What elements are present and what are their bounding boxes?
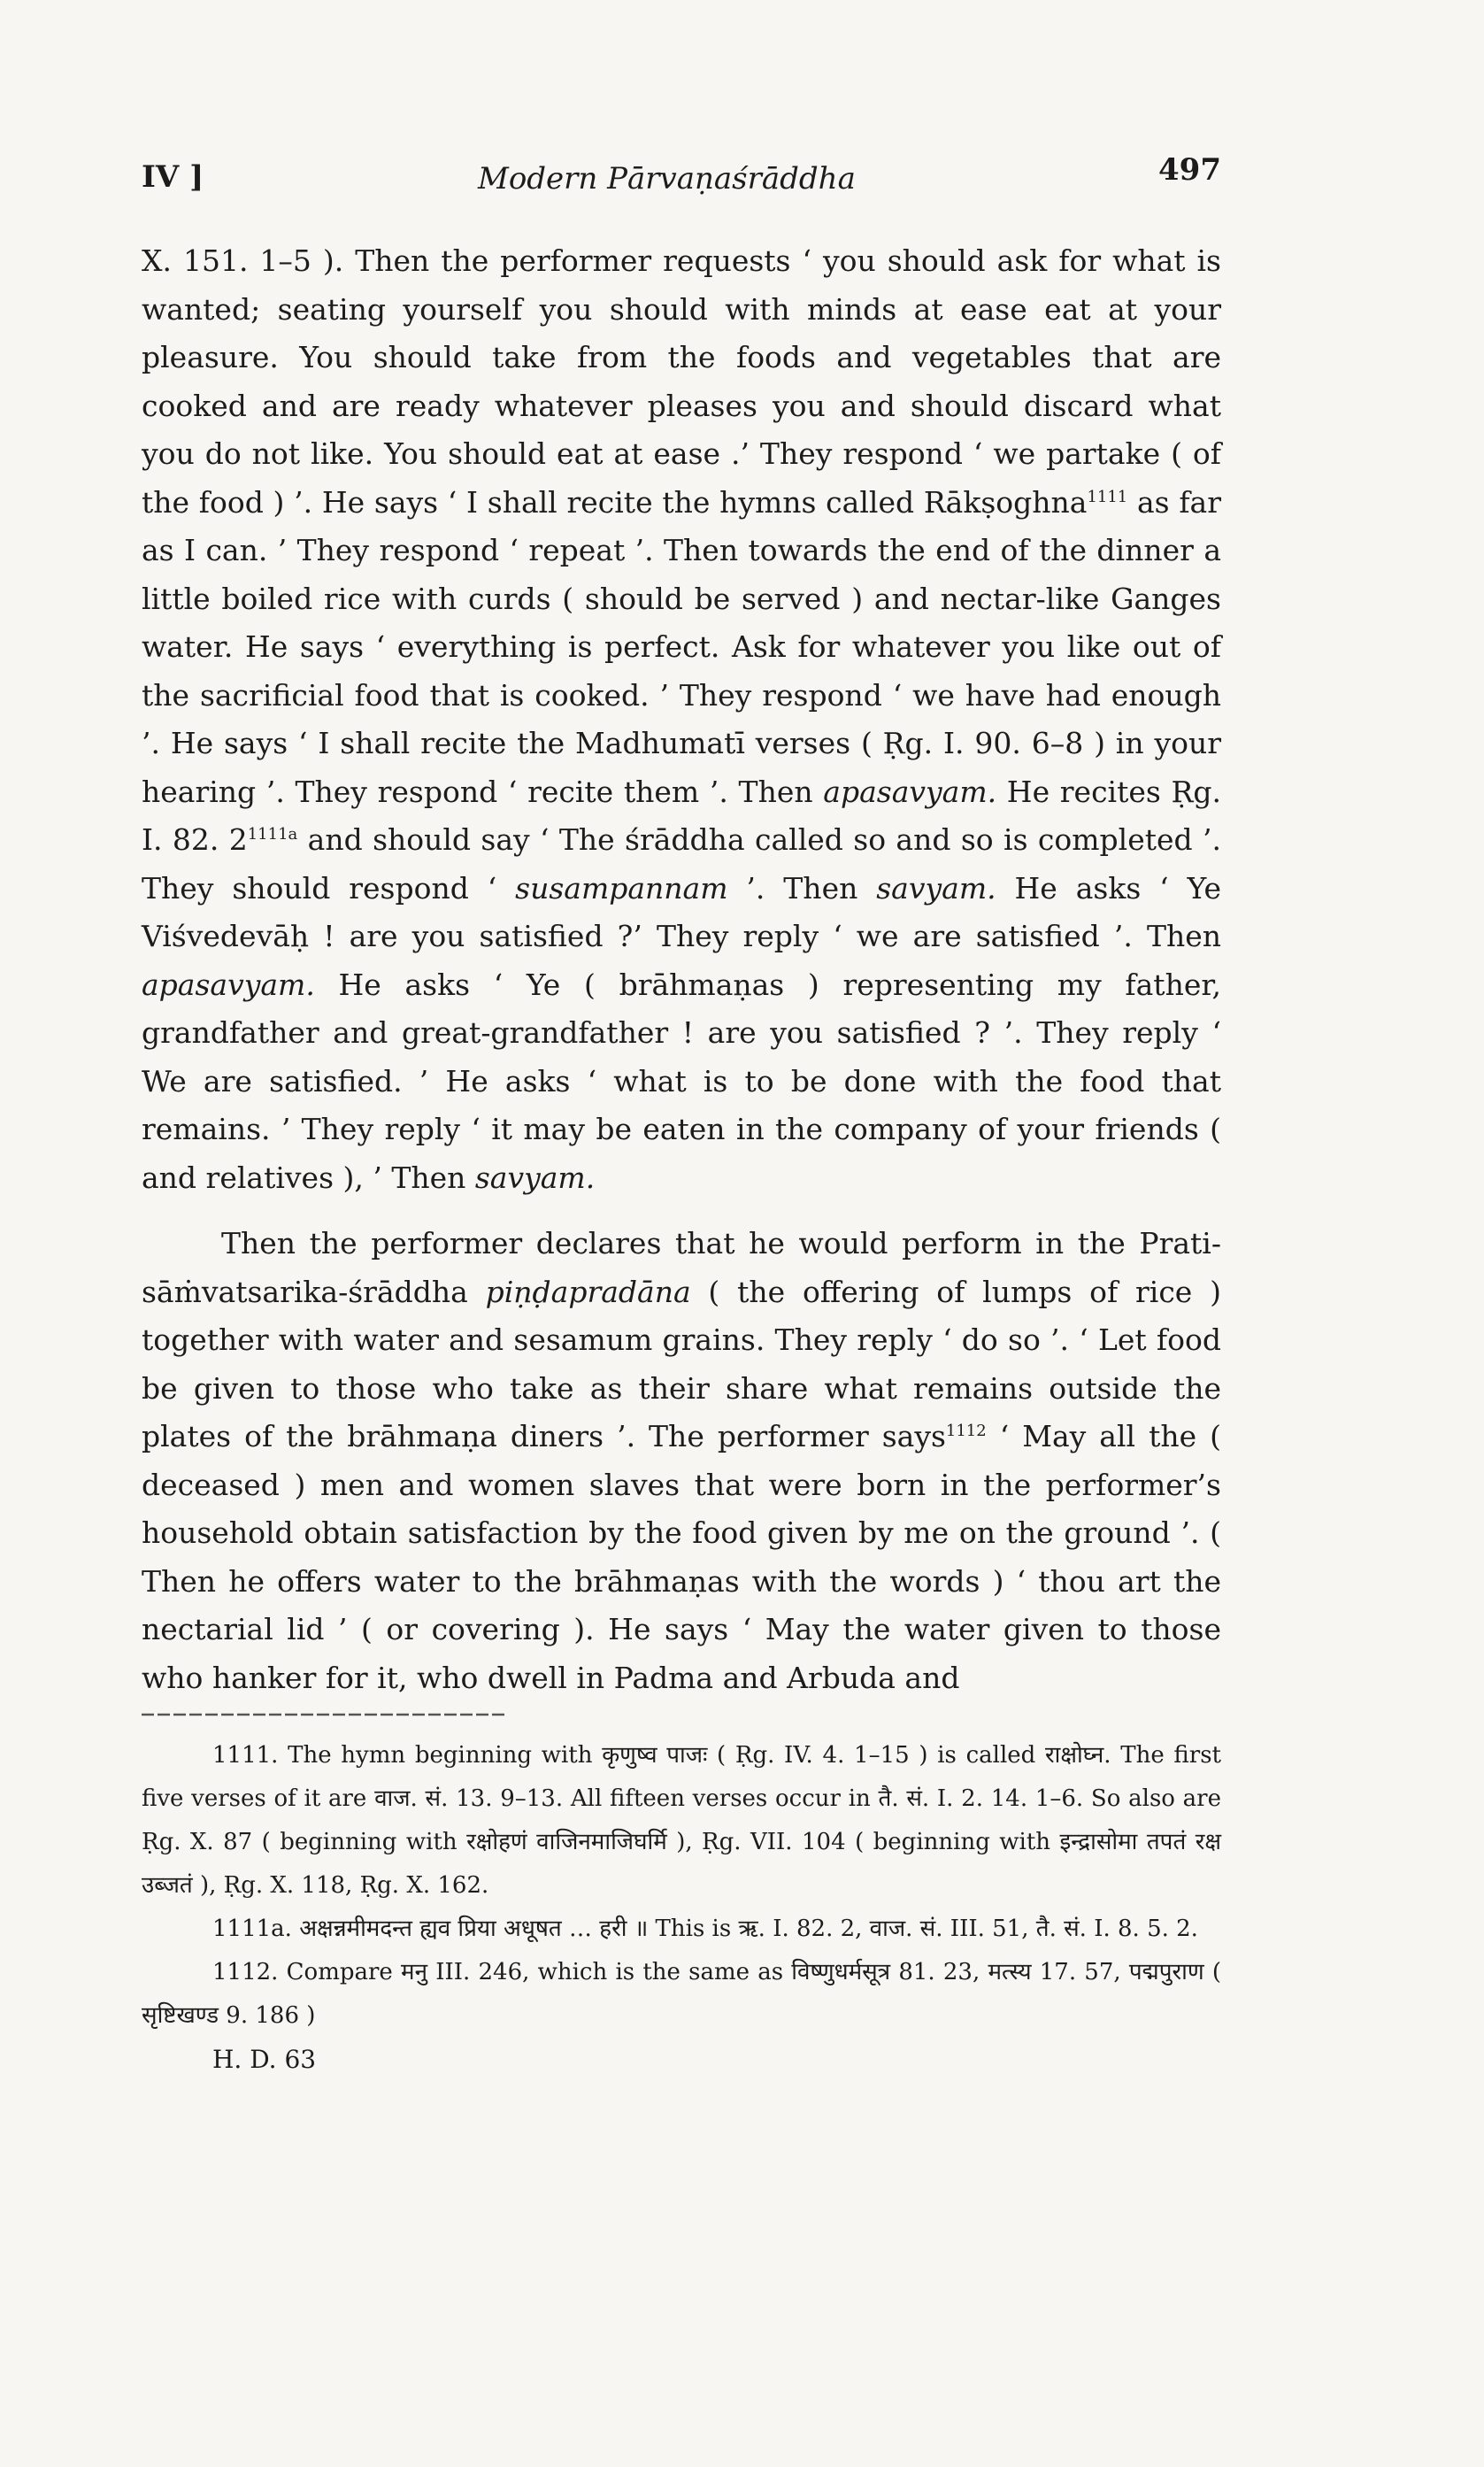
- text-run: ’. Then: [727, 870, 877, 906]
- footnote-1111a: 1111a. अक्षन्नमीमदन्त ह्यव प्रिया अधूषत … हरी ॥ This is ऋ. I. 82. 2, वाज. सं. III. 51, तै. सं. I. 8. 5. 2.: [212, 1916, 1198, 1942]
- italic-term: apasavyam.: [823, 774, 997, 809]
- text-run: ‘ May all the ( deceased ) men and women slaves that were born in the performer’s household obtain satisfaction by the food given by me on the ground ’. ( Then he offers water to the brāhmaṇas with the words ) ‘ thou art the nectarial lid ’ ( or covering ). He says ‘ May the water given to those who hanker for it, who dwell in Padma and Arbuda and: [142, 1419, 1221, 1695]
- footnotes: [142, 1734, 1221, 2038]
- text-run: He recites Ṛg. I. 82. 2: [142, 774, 1221, 857]
- text-run: He asks ‘ Ye ( brāhmaṇas ) representing my father, grandfather and great-grandfather ! are you satisfied ? ’. They reply ‘ We are satisfied. ’ He asks ‘ what is to be done with the food that remains. ’ They reply ‘ it may be eaten in the company of your friends ( and relatives ), ’ Then: [142, 967, 1221, 1195]
- page-number: 497: [1158, 152, 1221, 188]
- footnote-ref: 1111: [1087, 487, 1128, 506]
- page: [142, 150, 1221, 2082]
- running-header: [142, 150, 1221, 204]
- chapter-marker: IV ]: [142, 159, 204, 195]
- signature-mark: H. D. 63: [212, 2045, 317, 2074]
- footnote-ref: 1111a: [247, 825, 298, 844]
- italic-term: piṇḍapradāna: [485, 1274, 691, 1309]
- italic-term: susampannam: [515, 870, 728, 906]
- footnote-ref: 1112: [945, 1422, 987, 1440]
- text-run: ( the offering of lumps of rice ) together with water and sesamum grains. They reply ‘ do so ’. ‘ Let food be given to those who take as their share what remains outside the plates of the brāhmaṇa diners ’. The performer says: [142, 1274, 1221, 1453]
- running-title: Modern Pārvaṇaśrāddha: [478, 161, 856, 197]
- body-text: [142, 237, 1221, 1702]
- text-run: He asks ‘ Ye Viśvedevāḥ ! are you satisfied ?’ They reply ‘ we are satisfied ’. Then: [142, 870, 1222, 953]
- text-run: Then the performer declares that he would perform in the Prati-sāṁvatsarika-śrāddha: [142, 1226, 1221, 1309]
- text-run: X. 151. 1–5 ). Then the performer requests ‘ you should ask for what is wanted; seating yourself you should with minds at ease eat at your pleasure. You should take from the foods and vegetables that are cooked and are ready whatever pleases you and should discard what you do not like. You should eat at ease .’ They respond ‘ we partake ( of the food ) ’. He says ‘ I shall recite the hymns called Rākṣoghna: [142, 243, 1221, 520]
- italic-term: apasavyam.: [142, 967, 315, 1002]
- italic-term: savyam.: [474, 1160, 596, 1195]
- paragraph-2: [142, 1220, 1221, 1702]
- text-run: and should say ‘ The śrāddha called so and so is completed ’. They should respond ‘: [142, 822, 1221, 906]
- footnote-rule: [142, 1709, 504, 1720]
- italic-term: savyam.: [876, 870, 996, 906]
- paragraph-1: [142, 237, 1221, 1202]
- text-run: as far as I can. ’ They respond ‘ repeat ’. Then towards the end of the dinner a little boiled rice with curds ( should be served ) and nectar-like Ganges water. He says ‘ everything is perfect. Ask for whatever you like out of the sacrificial food that is cooked. ’ They respond ‘ we have had enough ’. He says ‘ I shall recite the Madhumatī verses ( Ṛg. I. 90. 6–8 ) in your hearing ’. They respond ‘ recite them ’. Then: [142, 484, 1221, 809]
- footnote-1112: 1112. Compare मनु III. 246, which is the same as विष्णुधर्मसूत्र 81. 23, मत्स्य 17. 57, पद्मपुराण ( सृष्टिखण्ड 9. 186 ): [142, 1959, 1221, 2029]
- footnote-1111: 1111. The hymn beginning with कृणुष्व पाजः ( Ṛg. IV. 4. 1–15 ) is called राक्षोघ्न. The first five verses of it are वाज. सं. 13. 9–13. All fifteen verses occur in तै. सं. I. 2. 14. 1–6. So also are Ṛg. X. 87 ( beginning with रक्षोहणं वाजिनमाजिघर्मि ), Ṛg. VII. 104 ( beginning with इन्द्रासोमा तपतं रक्ष उब्जतं ), Ṛg. X. 118, Ṛg. X. 162.: [142, 1742, 1221, 1899]
